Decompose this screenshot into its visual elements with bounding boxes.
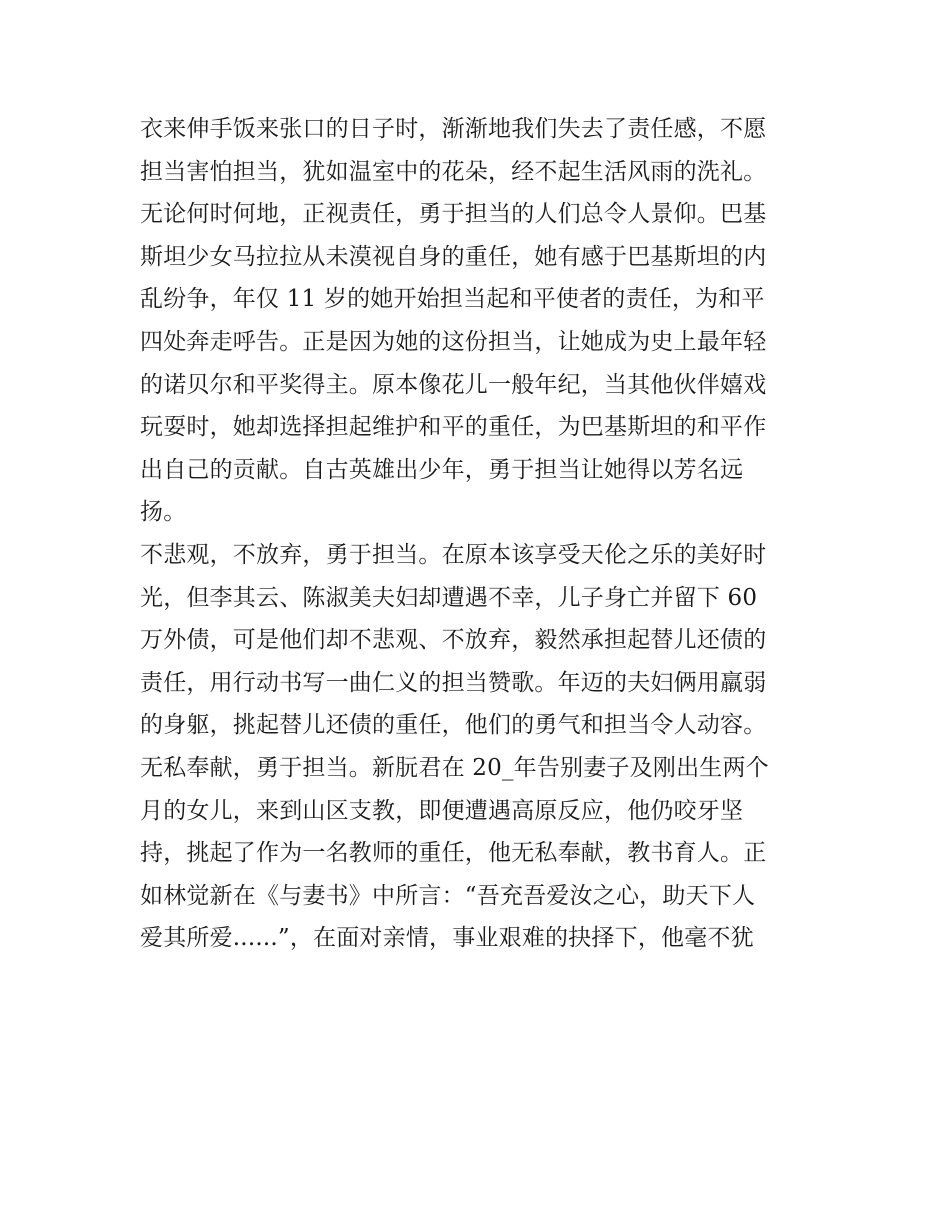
document-body — [140, 108, 820, 960]
text-line: 斯坦少女马拉拉从未漠视自身的重任，她有感于巴基斯坦的内 — [140, 243, 767, 270]
text-line: 光，但李其云、陈淑美夫妇却遭遇不幸，儿子身亡并留下 60 — [140, 584, 758, 611]
text-line: 不悲观，不放弃，勇于担当。在原本该享受天伦之乐的美好时 — [140, 541, 767, 568]
text-line: 月的女儿，来到山区支教，即便遭遇高原反应，他仍咬牙坚 — [140, 797, 744, 824]
text-line: 玩耍时，她却选择担起维护和平的重任，为巴基斯坦的和平作 — [140, 414, 767, 441]
text-line: 的诺贝尔和平奖得主。原本像花儿一般年纪，当其他伙伴嬉戏 — [140, 371, 767, 398]
text-line: 扬。 — [140, 499, 187, 526]
text-line: 担当害怕担当，犹如温室中的花朵，经不起生活风雨的洗礼。 — [140, 158, 767, 185]
text-line: 的身躯，挑起替儿还债的重任，他们的勇气和担当令人动容。 — [140, 712, 767, 739]
text-line: 持，挑起了作为一名教师的重任，他无私奉献，教书育人。正 — [140, 840, 767, 867]
text-line: 出自己的贡献。自古英雄出少年，勇于担当让她得以芳名远 — [140, 456, 744, 483]
text-line: 无论何时何地，正视责任，勇于担当的人们总令人景仰。巴基 — [140, 201, 767, 228]
text-line: 无私奉献，勇于担当。新朊君在 20_年告别妻子及刚出生两个 — [140, 754, 769, 781]
text-line: 如林觉新在《与妻书》中所言：“吾充吾爱汝之心，助天下人 — [140, 882, 756, 909]
text-line: 万外债，可是他们却不悲观、不放弃，毅然承担起替儿还债的 — [140, 627, 767, 654]
text-line: 四处奔走呼告。正是因为她的这份担当，让她成为史上最年轻 — [140, 328, 767, 355]
text-line: 爱其所爱......”，在面对亲情，事业艰难的抉择下，他毫不犹 — [140, 925, 754, 952]
text-line: 衣来伸手饭来张口的日子时，渐渐地我们失去了责任感，不愿 — [140, 116, 767, 142]
text-line: 乱纷争，年仅 11 岁的她开始担当起和平使者的责任，为和平 — [140, 286, 765, 313]
text-line: 责任，用行动书写一曲仁义的担当赞歌。年迈的夫妇俩用羸弱 — [140, 669, 767, 696]
